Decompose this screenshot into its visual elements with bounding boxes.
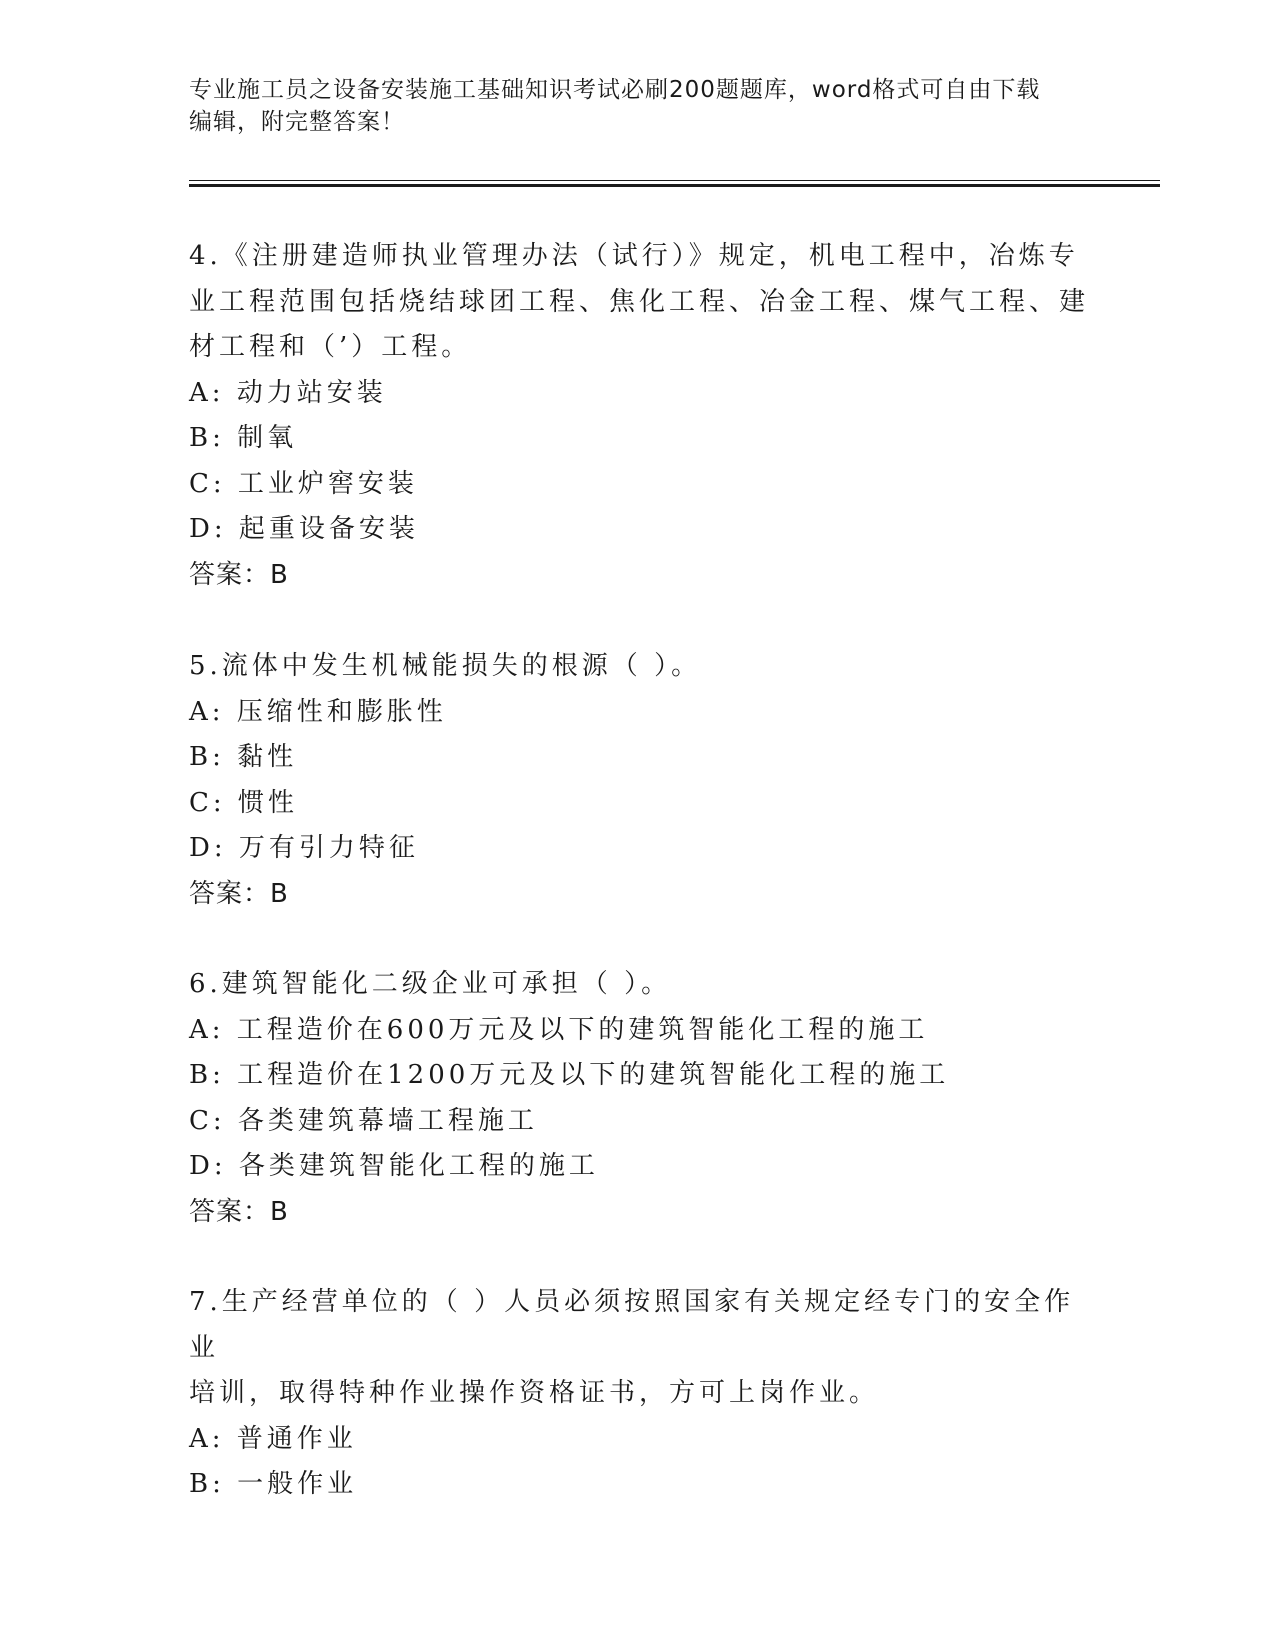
option-a: A: 动力站安装 [189,377,387,408]
question-text-line: 6.建筑智能化二级企业可承担（ ）。 [189,969,672,999]
option-b: B: 工程造价在1200万元及以下的建筑智能化工程的施工 [189,1060,950,1090]
question-text-line: 业工程范围包括烧结球团工程、焦化工程、冶金工程、煤气工程、建 [189,286,1090,317]
question-list [189,234,1089,1553]
question-text-line: 材工程和（’）工程。 [189,332,472,362]
option-a: A: 工程造价在600万元及以下的建筑智能化工程的施工 [189,1014,929,1045]
question-text-line: 7.生产经营单位的（ ）人员必须按照国家有关规定经专门的安全作业 [189,1287,1075,1363]
option-d: D: 万有引力特征 [189,833,419,863]
question-text-line: 4.《注册建造师执业管理办法（试行）》规定，机电工程中，冶炼专 [189,241,1079,271]
option-a: A: 压缩性和膨胀性 [189,696,447,727]
option-b: B: 制氧 [189,423,298,453]
question-4 [189,234,1089,598]
option-d: D: 起重设备安装 [189,514,419,544]
answer-line: 答案：B [189,878,289,909]
option-b: B: 一般作业 [189,1469,358,1499]
question-5 [189,644,1089,917]
option-d: D: 各类建筑智能化工程的施工 [189,1151,599,1181]
document-header [189,74,1089,138]
header-divider-thick [189,184,1160,187]
option-c: C: 惯性 [189,787,298,818]
question-text-line: 培训，取得特种作业操作资格证书，方可上岗作业。 [189,1378,880,1408]
question-text-line: 5.流体中发生机械能损失的根源（ ）。 [189,651,702,681]
header-line-1: 专业施工员之设备安装施工基础知识考试必刷200题题库，word格式可自由下载 [189,77,1041,103]
option-c: C: 工业炉窖安装 [189,468,418,499]
option-a: A: 普通作业 [189,1423,357,1454]
question-7 [189,1280,1089,1508]
answer-line: 答案：B [189,1196,289,1227]
header-line-2: 编辑，附完整答案！ [189,109,405,135]
question-6 [189,962,1089,1235]
header-divider-thin [189,180,1160,181]
option-b: B: 黏性 [189,742,298,772]
answer-line: 答案：B [189,559,289,590]
option-c: C: 各类建筑幕墙工程施工 [189,1105,538,1136]
